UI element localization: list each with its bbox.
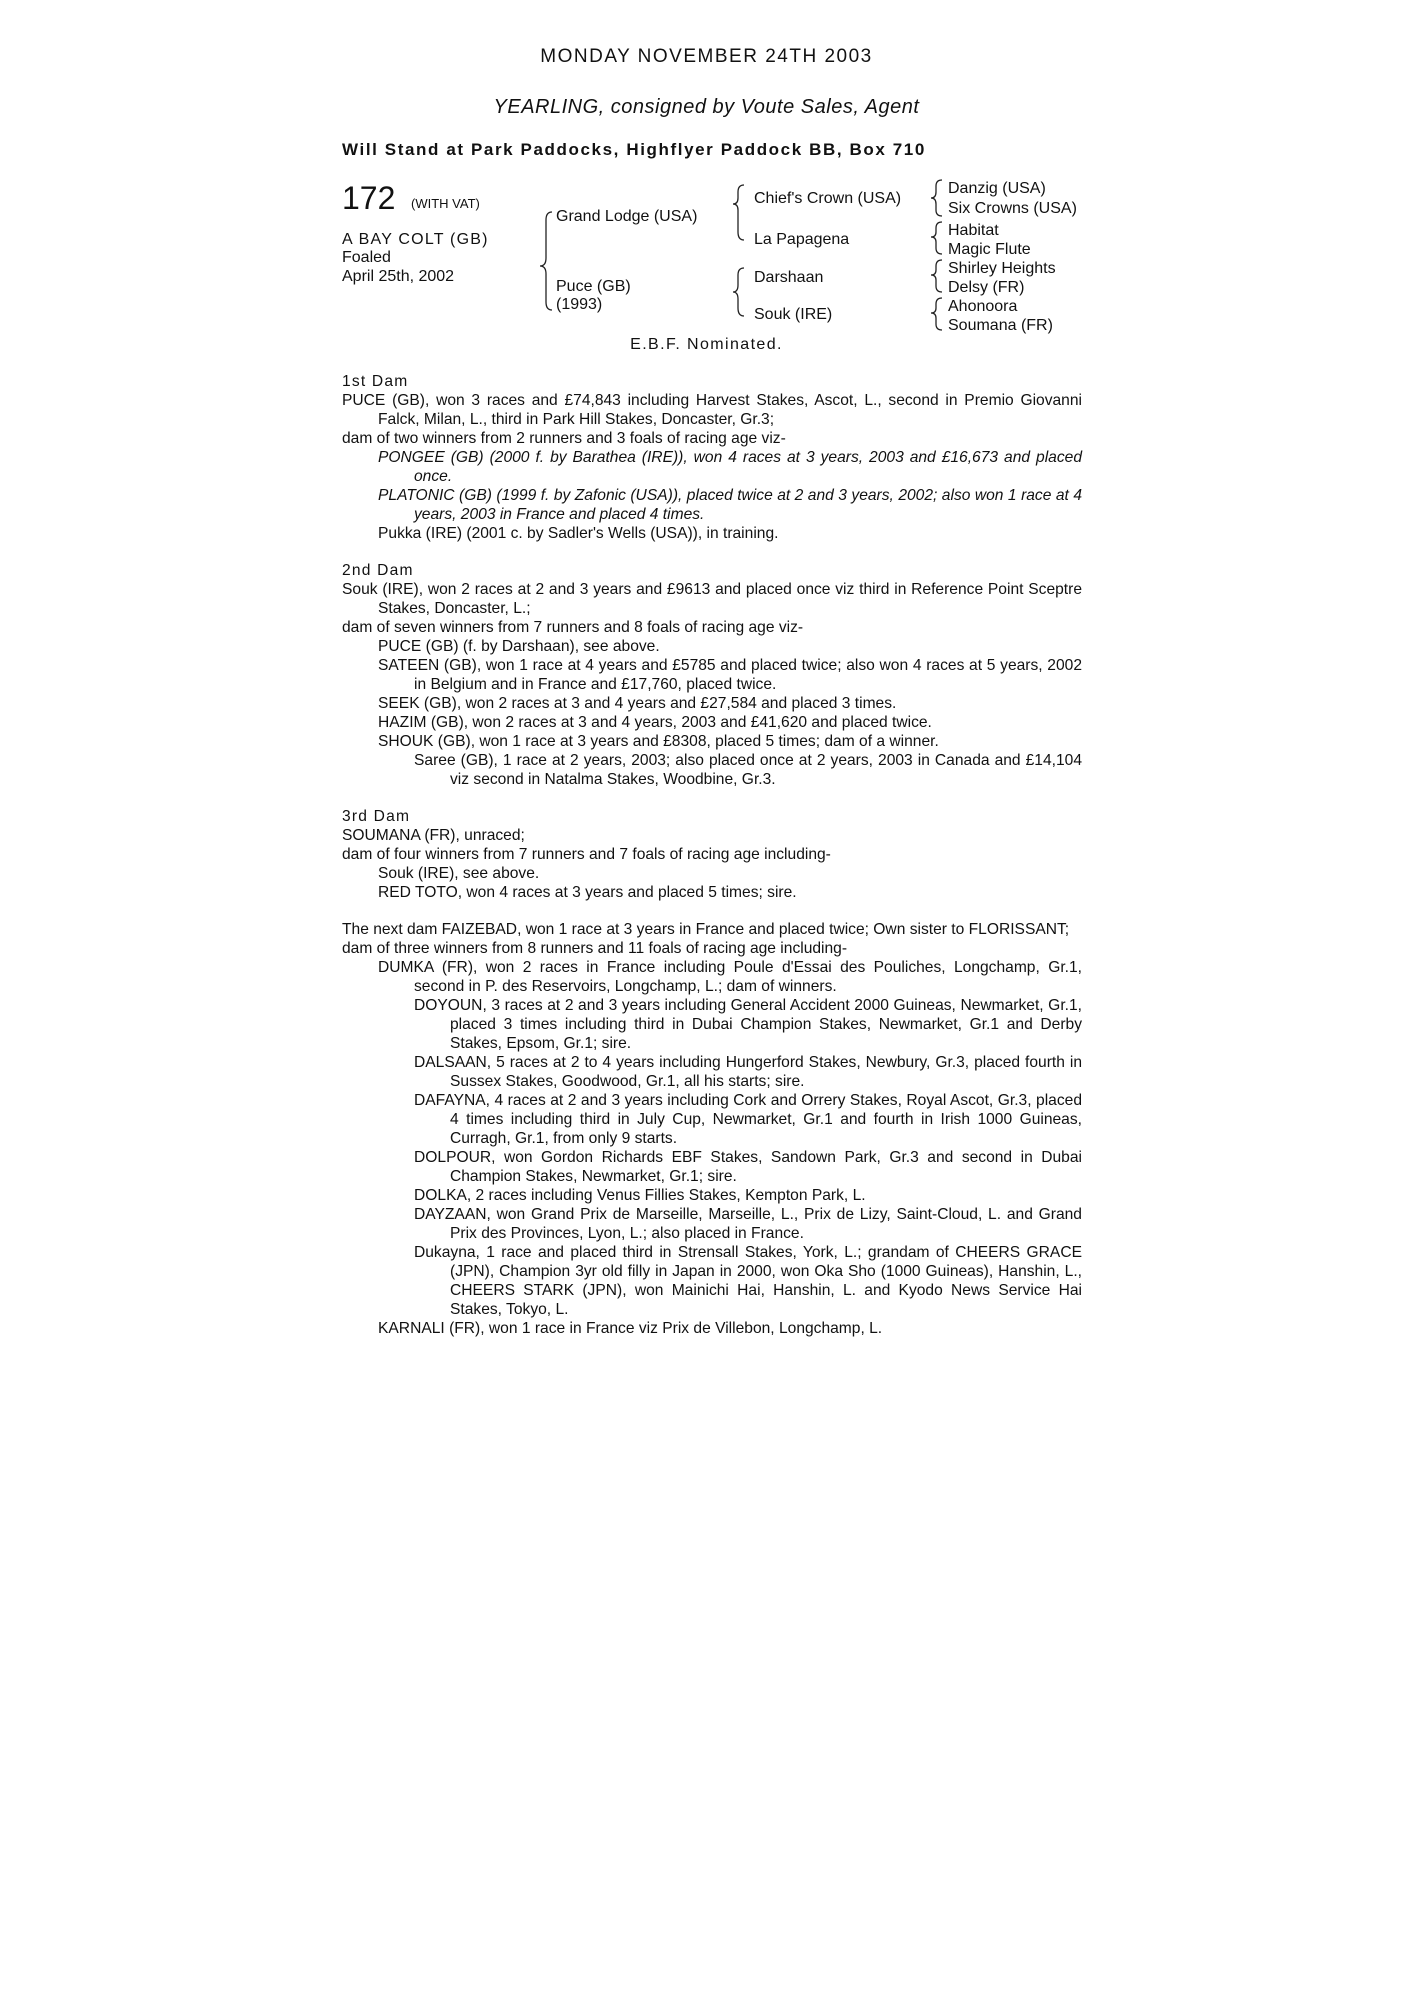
produce-saree: Saree (GB), 1 race at 2 years, 2003; also placed once at 2 years, 2003 in Canada and £14,104 viz second in Natalma Stakes, Woodbine, Gr.3. [414, 752, 1082, 788]
pedigree-g2: Six Crowns (USA) [948, 200, 1077, 217]
produce-dolpour: DOLPOUR, won Gordon Richards EBF Stakes, Sandown Park, Gr.3 and second in Dubai Champion Stakes, Newmarket, Gr.1; sire. [414, 1149, 1082, 1185]
next-dam-record: The next dam FAIZEBAD, won 1 race at 3 years in France and placed twice; Own sister to FLORISSANT; [342, 921, 1070, 938]
second-dam-produce: dam of seven winners from 7 runners and 8 foals of racing age viz- [342, 619, 804, 636]
produce-shouk: SHOUK (GB), won 1 race at 3 years and £8308, placed 5 times; dam of a winner. [378, 733, 939, 750]
pedigree-g1: Danzig (USA) [948, 180, 1046, 197]
first-dam-heading: 1st Dam [342, 373, 409, 390]
third-dam-produce: dam of four winners from 7 runners and 7 foals of racing age including- [342, 846, 831, 863]
produce-pukka: Pukka (IRE) (2001 c. by Sadler's Wells (USA)), in training. [378, 525, 779, 542]
pedigree-dam-sire: Darshaan [754, 269, 824, 286]
consignment-line: YEARLING, consigned by Voute Sales, Agent [493, 96, 920, 118]
produce-dafayna: DAFAYNA, 4 races at 2 and 3 years including Cork and Orrery Stakes, Royal Ascot, Gr.3, placed 4 times including third in July Cup, Newmarket, Gr.1 and fourth in Irish 1000 Guineas, Curragh, Gr.1, from only 9 starts. [414, 1092, 1082, 1147]
produce-dumka: DUMKA (FR), won 2 races in France including Poule d'Essai des Pouliches, Longchamp, Gr.1, second in P. des Reservoirs, Longchamp, L.; dam of winners. [378, 959, 1082, 995]
stand-location: Will Stand at Park Paddocks, Highflyer Paddock BB, Box 710 [342, 140, 926, 159]
produce-red-toto: RED TOTO, won 4 races at 3 years and placed 5 times; sire. [378, 884, 797, 901]
produce-seek: SEEK (GB), won 2 races at 3 and 4 years and £27,584 and placed 3 times. [378, 695, 897, 712]
produce-dayzaan: DAYZAAN, won Grand Prix de Marseille, Marseille, L., Prix de Lizy, Saint-Cloud, L. and Grand Prix des Provinces, Lyon, L.; also placed in France. [414, 1206, 1082, 1242]
pedigree-sire-dam: La Papagena [754, 231, 850, 248]
pedigree-g3: Habitat [948, 222, 999, 239]
pedigree-g5: Shirley Heights [948, 260, 1056, 277]
third-dam-record: SOUMANA (FR), unraced; [342, 827, 525, 844]
produce-record [342, 372, 1082, 1338]
produce-hazim: HAZIM (GB), won 2 races at 3 and 4 years, 2003 and £41,620 and placed twice. [378, 714, 932, 731]
produce-souk: Souk (IRE), see above. [378, 865, 540, 882]
first-dam-produce: dam of two winners from 2 runners and 3 foals of racing age viz- [342, 430, 786, 447]
ebf-nomination: E.B.F. Nominated. [630, 336, 783, 353]
lot-number: 172 [342, 180, 396, 216]
pedigree-dam-dam: Souk (IRE) [754, 306, 833, 323]
foaled-label: Foaled [342, 249, 391, 266]
produce-dolka: DOLKA, 2 races including Venus Fillies Stakes, Kempton Park, L. [414, 1187, 866, 1204]
next-dam-produce: dam of three winners from 8 runners and 11 foals of racing age including- [342, 940, 848, 957]
third-dam-heading: 3rd Dam [342, 808, 411, 825]
pedigree-g4: Magic Flute [948, 241, 1031, 258]
pedigree-sire: Grand Lodge (USA) [556, 208, 698, 225]
produce-karnali: KARNALI (FR), won 1 race in France viz Prix de Villebon, Longchamp, L. [378, 1320, 883, 1337]
pedigree-dam: Puce (GB) [556, 278, 631, 295]
pedigree-g8: Soumana (FR) [948, 317, 1053, 334]
foaled-date: April 25th, 2002 [342, 268, 455, 285]
second-dam-record: Souk (IRE), won 2 races at 2 and 3 years and £9613 and placed once viz third in Reference Point Sceptre Stakes, Doncaster, L.; [342, 581, 1082, 617]
produce-doyoun: DOYOUN, 3 races at 2 and 3 years including General Accident 2000 Guineas, Newmarket, Gr.1, placed 3 times including third in Dubai Champion Stakes, Newmarket, Gr.1 and Derby Stakes, Epsom, Gr.1; sire. [414, 997, 1082, 1052]
lot-description: A BAY COLT (GB) [342, 231, 489, 248]
produce-dukayna: Dukayna, 1 race and placed third in Strensall Stakes, York, L.; grandam of CHEERS GRACE (JPN), Champion 3yr old filly in Japan in 2000, won Oka Sho (1000 Guineas), Hanshin, L., CHEERS STARK (JPN), won Mainichi Hai, Hanshin, L. and Kyodo News Service Hai Stakes, Tokyo, L. [414, 1244, 1082, 1318]
first-dam-record: PUCE (GB), won 3 races and £74,843 including Harvest Stakes, Ascot, L., second in Premio Giovanni Falck, Milan, L., third in Park Hill Stakes, Doncaster, Gr.3; [342, 392, 1082, 428]
vat-note: (WITH VAT) [411, 196, 480, 211]
produce-pongee: PONGEE (GB) (2000 f. by Barathea (IRE)), won 4 races at 3 years, 2003 and £16,673 and placed once. [378, 449, 1082, 485]
pedigree-g6: Delsy (FR) [948, 279, 1025, 296]
pedigree-g7: Ahonoora [948, 298, 1018, 315]
second-dam-heading: 2nd Dam [342, 562, 414, 579]
sale-date: MONDAY NOVEMBER 24TH 2003 [540, 46, 873, 67]
produce-puce: PUCE (GB) (f. by Darshaan), see above. [378, 638, 660, 655]
pedigree-sire-sire: Chief's Crown (USA) [754, 190, 902, 207]
produce-platonic: PLATONIC (GB) (1999 f. by Zafonic (USA)), placed twice at 2 and 3 years, 2002; also won 1 race at 4 years, 2003 in France and placed 4 times. [378, 487, 1082, 523]
produce-dalsaan: DALSAAN, 5 races at 2 to 4 years including Hungerford Stakes, Newbury, Gr.3, placed fourth in Sussex Stakes, Goodwood, Gr.1, all his starts; sire. [414, 1054, 1082, 1090]
pedigree-braces [0, 0, 1413, 360]
pedigree-dam-year: (1993) [556, 296, 603, 313]
produce-sateen: SATEEN (GB), won 1 race at 4 years and £5785 and placed twice; also won 4 races at 5 years, 2002 in Belgium and in France and £17,760, placed twice. [378, 657, 1082, 693]
